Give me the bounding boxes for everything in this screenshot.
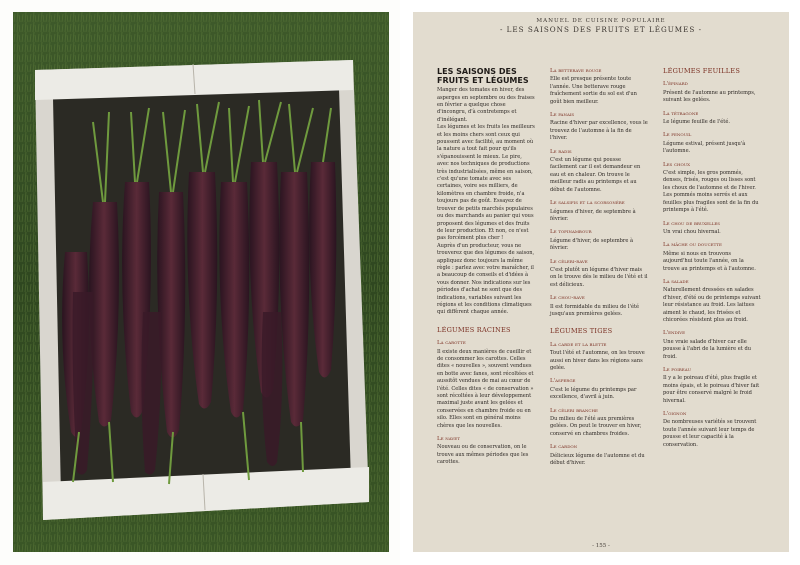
entry: [550, 229, 648, 252]
entry: [550, 200, 648, 223]
entry: [550, 259, 648, 290]
entry-title: Le chou-rave: [550, 295, 585, 302]
column-2: [550, 68, 648, 473]
entry: [550, 112, 648, 143]
entry-text: C'est le légume du printemps par excellence, d'avril à juin.: [550, 386, 637, 401]
entry-title: Le chou de bruxelles: [663, 220, 721, 227]
entry: [550, 408, 648, 439]
entry-title: Le salsifis et la scorsonère: [550, 200, 625, 207]
entry: [550, 68, 648, 106]
entry: [663, 221, 761, 237]
entry-text: Tout l'été et l'automne, on les trouve aussi en hiver dans les régions sans gelée.: [550, 350, 645, 371]
entry-title: L'endive: [663, 330, 686, 337]
entry-title: La carde et la blette: [550, 341, 607, 348]
entry: [663, 162, 761, 215]
entry: [663, 132, 761, 155]
entry: [550, 149, 648, 194]
carrots-in-crate-icon: [13, 12, 389, 552]
entry-title: Le cardon: [550, 444, 578, 451]
entry-text: Il est formidable du milieu de l'été jusqu'aux premières gelées.: [550, 303, 640, 317]
entry-title: La betterave rouge: [550, 68, 602, 74]
entry: [550, 378, 648, 401]
entry-text: Nouveau ou de conservation, on le trouve aux mêmes périodes que les carottes.: [437, 444, 529, 466]
entry-text: Légume estival, présent jusqu'à l'automne.: [663, 140, 746, 155]
entry-title: La carotte: [437, 340, 466, 347]
entry: [550, 342, 648, 373]
entry-title: L'asperge: [550, 378, 576, 385]
section-title-racines: LÉGUMES RACINES: [437, 325, 511, 334]
entry-text: Même si nous en trouvons aujourd'hui toute l'année, on la trouve au printemps et à l'automne.: [663, 250, 756, 272]
column-3: [663, 68, 761, 455]
entry-text: C'est simple, les gros pommés, denses, frisés, rouges ou lisses sont les choux de l'automne et de l'hiver. Les pommés moins serrés et aux feuilles plus fragiles sont de la fin du printemps à l'été.: [663, 170, 759, 214]
section-title-tiges: LÉGUMES TIGES: [550, 327, 613, 336]
entry: [437, 340, 535, 430]
entry-title: Le navet: [437, 436, 460, 443]
intro-paragraph: Manger des tomates en hiver, des asperges en septembre ou des fraises en février a quelque chose d'incongru, d'à contretemps et d'inélégant.: [437, 87, 535, 123]
entry-title: La tétragone: [663, 110, 699, 117]
entry-title: La mâche ou doucette: [663, 242, 722, 249]
entry: [663, 111, 761, 127]
carrot-crate-photo: [13, 12, 389, 552]
entry-text: Une vraie salade d'hiver car elle pousse à l'abri de la lumière et du froid.: [663, 338, 751, 360]
entry-text: Le légume feuille de l'été.: [663, 119, 730, 126]
entry-text: Légumes d'hiver, de septembre à février.: [550, 208, 636, 222]
entry-title: La salade: [663, 278, 689, 285]
entry-text: Il existe deux manières de cueillir et de consommer les carottes. Celles dites « nouvelles », souvent vendues en botte avec fanes, sont récoltées et aussitôt vendues de mai au cœur de l'été. Celles dites « de conservation » sont récoltées à leur développement maximal juste avant les gelées et conservées en chambre froide ou en silo. Elles sont en général moins chères que les nouvelles.: [437, 348, 534, 429]
entry-title: Le fenouil: [663, 132, 692, 139]
entry-title: L'épinard: [663, 81, 688, 88]
entry-text: Naturellement dressées en salades d'hiver, d'été ou de printemps suivant leur résistance au froid. Les laitues aiment le chaud, les frisées et chicorées résistent plus au froid.: [663, 287, 761, 323]
entry: [437, 436, 535, 467]
page-title: LES SAISONS DES FRUITS ET LÉGUMES: [437, 67, 529, 85]
chapter-title: - LES SAISONS DES FRUITS ET LÉGUMES -: [499, 25, 703, 34]
page-number: - 155 -: [592, 543, 610, 549]
entry-text: Un vrai chou hivernal.: [663, 228, 721, 235]
column-1: [437, 68, 535, 473]
entry: [663, 279, 761, 324]
entry-title: Le topinambour: [550, 229, 592, 236]
entry-text: Elle est presque présente toute l'année. Une betterave rouge fraîchement sortie du sol est d'un goût bien meilleur.: [550, 76, 637, 105]
entry: [663, 411, 761, 449]
entry: [550, 444, 648, 467]
entry: [550, 295, 648, 318]
entry-title: Le panais: [550, 112, 575, 119]
entry-title: Le poireau: [663, 367, 691, 373]
entry-text: Racine d'hiver par excellence, vous le trouvez de l'automne à la fin de l'hiver.: [550, 120, 648, 142]
entry-title: L'oignon: [663, 411, 687, 418]
entry-title: Le radis: [550, 148, 572, 155]
intro-paragraph: Auprès d'un producteur, vous ne trouverez que des légumes de saison, appliquez donc toujours la même règle : parlez avec votre maraîcher, il a beaucoup de conseils et d'idées à vous donner. Nos indications sur les périodes d'achat ne sont que des indications, variables suivant les régions et les conditions climatiques qui diffèrent chaque année.: [437, 242, 535, 316]
entry-title: Le céleri branche: [550, 407, 598, 414]
entry-title: Les choux: [663, 161, 691, 168]
entry-text: C'est plutôt un légume d'hiver mais on le trouve dès le milieu de l'été et il est délicieux.: [550, 266, 648, 288]
entry: [663, 242, 761, 273]
entry: [663, 330, 761, 361]
entry-text: C'est un légume qui pousse facilement car il est demandeur en eau et en chaleur. On trouve le meilleur radis au printemps et au début de l'automne.: [550, 157, 641, 193]
entry-text: Légume d'hiver, de septembre à février.: [550, 237, 634, 252]
section-title-feuilles: LÉGUMES FEUILLES: [663, 67, 741, 75]
running-head: [413, 18, 789, 34]
entry: [663, 367, 761, 405]
entry-title: Le céleri-rave: [550, 258, 588, 265]
right-page: [413, 12, 789, 552]
entry: [663, 81, 761, 104]
entry-text: Il y a le poireau d'été, plus fragile et moins épais, et le poireau d'hiver fait pour être conservé malgré le froid hivernal.: [663, 375, 760, 404]
book-title: MANUEL DE CUISINE POPULAIRE: [536, 18, 666, 24]
entry-text: Présent de l'automne au printemps, suivant les gelées.: [663, 89, 756, 104]
entry-text: Du milieu de l'été aux premières gelées. On peut le trouver en hiver, conservé en chambres froides.: [550, 416, 642, 437]
entry-text: De nombreuses variétés se trouvent toute l'année suivant leur temps de pousse et leur capacité à la conservation.: [663, 419, 757, 448]
entry-text: Délicieux légume de l'automne et du début d'hiver.: [550, 452, 645, 467]
intro-paragraph: Les légumes et les fruits les meilleurs et les moins chers sont ceux qui poussent avec facilité, au moment où la nature a tout fait pour qu'ils s'épanouissent le mieux. Le pire, avec nos techniques de productions très industrialisées, même en saison, c'est qu'une tomate avec ses certaines, voire ses milliers, de kilomètres en chambre froide, n'a toujours pas de goût. Essayez de trouver de petits marchés populaires ou des marchands au panier qui vous proposent des légumes et des fruits de leur production. Et non, ce n'est pas forcément plus cher !: [437, 124, 535, 242]
